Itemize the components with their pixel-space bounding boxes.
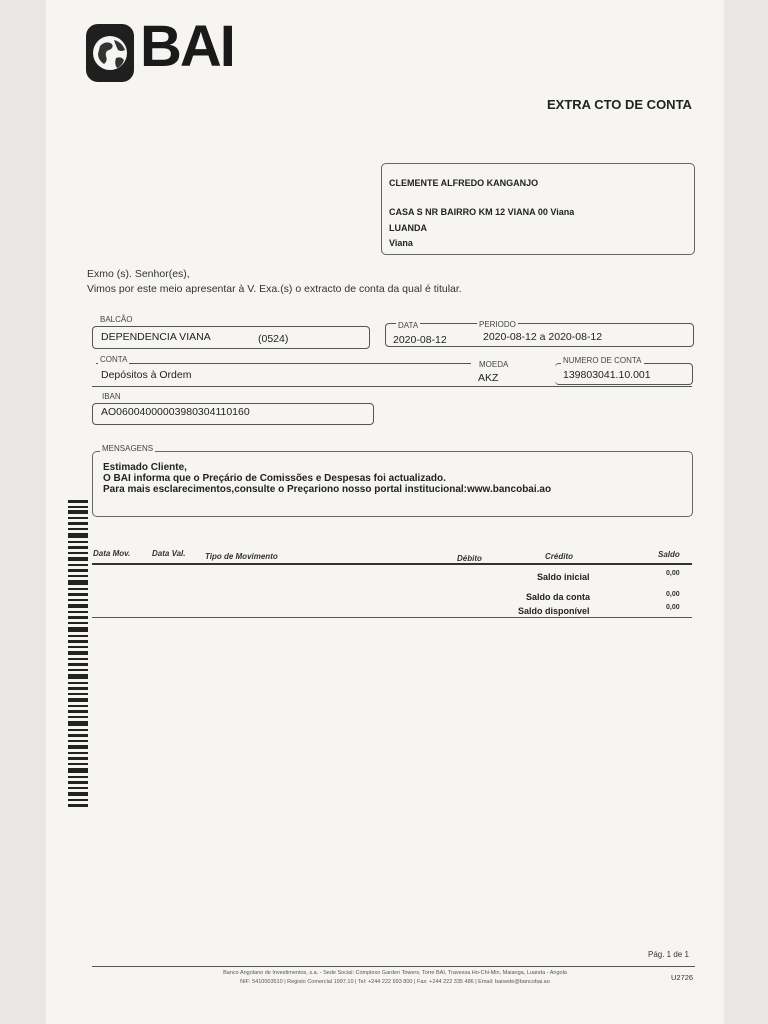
- side-barcode-icon: [68, 500, 88, 810]
- saldo-inicial-value: 0,00: [666, 570, 680, 577]
- saldo-conta-label: Saldo da conta: [526, 592, 591, 602]
- footer-line-2: NIF: 5410003510 | Registo Comercial 1997.10 | Tel: +244 222 693 800 | Fax: +244 222 335 486 | Email: baisede@bancobai.ao: [240, 979, 550, 985]
- col-credito: Crédito: [545, 552, 573, 561]
- col-debito: Débito: [457, 554, 482, 563]
- bai-globe-logo-icon: [86, 24, 134, 82]
- col-data-val: Data Val.: [152, 549, 186, 558]
- footer-line-1: Banco Angolano de Investimentos, s.a. - Sede Social: Complexo Garden Towers, Torre BAI, Travessa Ho-Chi-Min, Maianga, Luanda - Angola: [223, 970, 567, 976]
- message-line-1: Estimado Cliente,: [103, 462, 187, 473]
- col-data-mov: Data Mov.: [93, 549, 131, 558]
- iban-value: AO06004000003980304110160: [101, 406, 250, 418]
- saldo-disponivel-value: 0,00: [666, 604, 680, 611]
- data-value: 2020-08-12: [393, 334, 447, 346]
- moeda-value: AKZ: [478, 372, 499, 384]
- messages-label: MENSAGENS: [102, 444, 154, 453]
- saldo-conta-value: 0,00: [666, 591, 680, 598]
- conta-value: Depósitos à Ordem: [101, 369, 192, 381]
- greeting-salutation: Exmo (s). Senhor(es),: [87, 268, 190, 280]
- periodo-label: PERIODO: [479, 320, 516, 329]
- page-number: Pág. 1 de 1: [648, 950, 689, 959]
- recipient-address: CASA S NR BAIRRO KM 12 VIANA 00 Viana: [389, 207, 575, 217]
- message-line-3: Para mais esclarecimentos,consulte o Preçariono nosso portal institucional:www.bancobai.ao: [103, 484, 552, 495]
- numero-label: NUMERO DE CONTA: [563, 356, 642, 365]
- form-code: U2726: [671, 973, 694, 982]
- brand-logo-text: BAI: [140, 14, 234, 79]
- greeting-intro: Vimos por este meio apresentar à V. Exa.(s) o extracto de conta da qual é titular.: [87, 283, 462, 295]
- saldo-inicial-label: Saldo inicial: [537, 572, 590, 582]
- balcao-code: (0524): [258, 333, 289, 345]
- document-title: EXTRA CTO DE CONTA: [547, 97, 692, 112]
- periodo-value: 2020-08-12 a 2020-08-12: [483, 331, 603, 343]
- saldo-disponivel-label: Saldo disponível: [518, 606, 590, 616]
- data-label: DATA: [398, 321, 419, 330]
- recipient-province: LUANDA: [389, 223, 427, 233]
- iban-label: IBAN: [102, 392, 121, 401]
- numero-value: 139803041.10.001: [563, 369, 651, 381]
- conta-label: CONTA: [100, 355, 128, 364]
- recipient-name: CLEMENTE ALFREDO KANGANJO: [389, 178, 539, 188]
- col-saldo: Saldo: [658, 550, 680, 559]
- col-tipo-movimento: Tipo de Movimento: [205, 552, 278, 561]
- moeda-label: MOEDA: [479, 360, 509, 369]
- message-line-2: O BAI informa que o Preçário de Comissões e Despesas foi actualizado.: [103, 473, 446, 484]
- recipient-city: Viana: [389, 238, 413, 248]
- balcao-value: DEPENDENCIA VIANA: [101, 331, 211, 343]
- balcao-label: BALCÃO: [100, 315, 133, 324]
